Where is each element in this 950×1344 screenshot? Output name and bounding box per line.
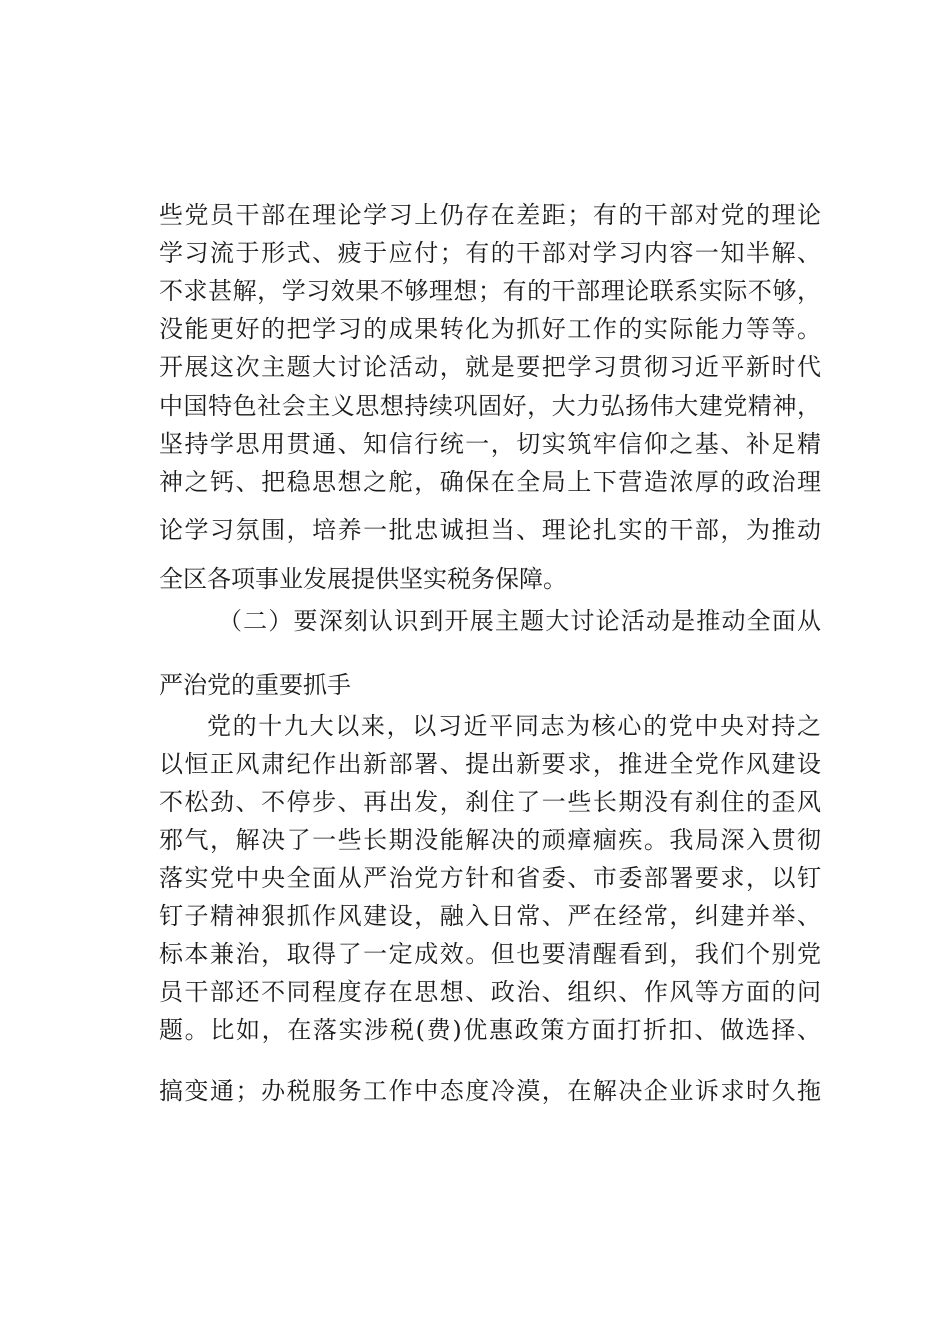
paragraph-line: 搞变通；办税服务工作中态度冷漠，在解决企业诉求时久拖 — [159, 1077, 821, 1105]
paragraph-line: 学习流于形式、疲于应付；有的干部对学习内容一知半解、 — [159, 239, 821, 267]
paragraph-line: 以恒正风肃纪作出新部署、提出新要求，推进全党作风建设 — [159, 750, 821, 778]
paragraph-line: 题。比如，在落实涉税(费)优惠政策方面打折扣、做选择、 — [159, 1016, 821, 1044]
paragraph-line: 员干部还不同程度存在思想、政治、组织、作风等方面的问 — [159, 978, 821, 1006]
paragraph-line: 党的十九大以来，以习近平同志为核心的党中央对持之 — [207, 712, 821, 740]
paragraph-line: 不求甚解，学习效果不够理想；有的干部理论联系实际不够， — [159, 277, 821, 305]
section-heading-line: 严治党的重要抓手 — [159, 671, 351, 699]
paragraph-line: 中国特色社会主义思想持续巩固好，大力弘扬伟大建党精神， — [159, 392, 821, 420]
paragraph-line: 全区各项事业发展提供坚实税务保障。 — [159, 565, 567, 593]
paragraph-line: 论学习氛围，培养一批忠诚担当、理论扎实的干部，为推动 — [159, 516, 821, 544]
paragraph-line: 神之钙、把稳思想之舵，确保在全局上下营造浓厚的政治理 — [159, 468, 821, 496]
paragraph-line: 没能更好的把学习的成果转化为抓好工作的实际能力等等。 — [159, 315, 821, 343]
paragraph-line: 邪气，解决了一些长期没能解决的顽瘴痼疾。我局深入贯彻 — [159, 826, 821, 854]
paragraph-line: 标本兼治，取得了一定成效。但也要清醒看到，我们个别党 — [159, 940, 821, 968]
paragraph-line: 些党员干部在理论学习上仍存在差距；有的干部对党的理论 — [159, 201, 821, 229]
paragraph-line: 开展这次主题大讨论活动，就是要把学习贯彻习近平新时代 — [159, 353, 821, 381]
paragraph-line: 坚持学思用贯通、知信行统一，切实筑牢信仰之基、补足精 — [159, 430, 821, 458]
paragraph-line: 不松劲、不停步、再出发，刹住了一些长期没有刹住的歪风 — [159, 788, 821, 816]
section-heading-line: （二）要深刻认识到开展主题大讨论活动是推动全面从 — [218, 607, 821, 635]
paragraph-line: 落实党中央全面从严治党方针和省委、市委部署要求，以钉 — [159, 864, 821, 892]
paragraph-line: 钉子精神狠抓作风建设，融入日常、严在经常，纠建并举、 — [159, 902, 821, 930]
